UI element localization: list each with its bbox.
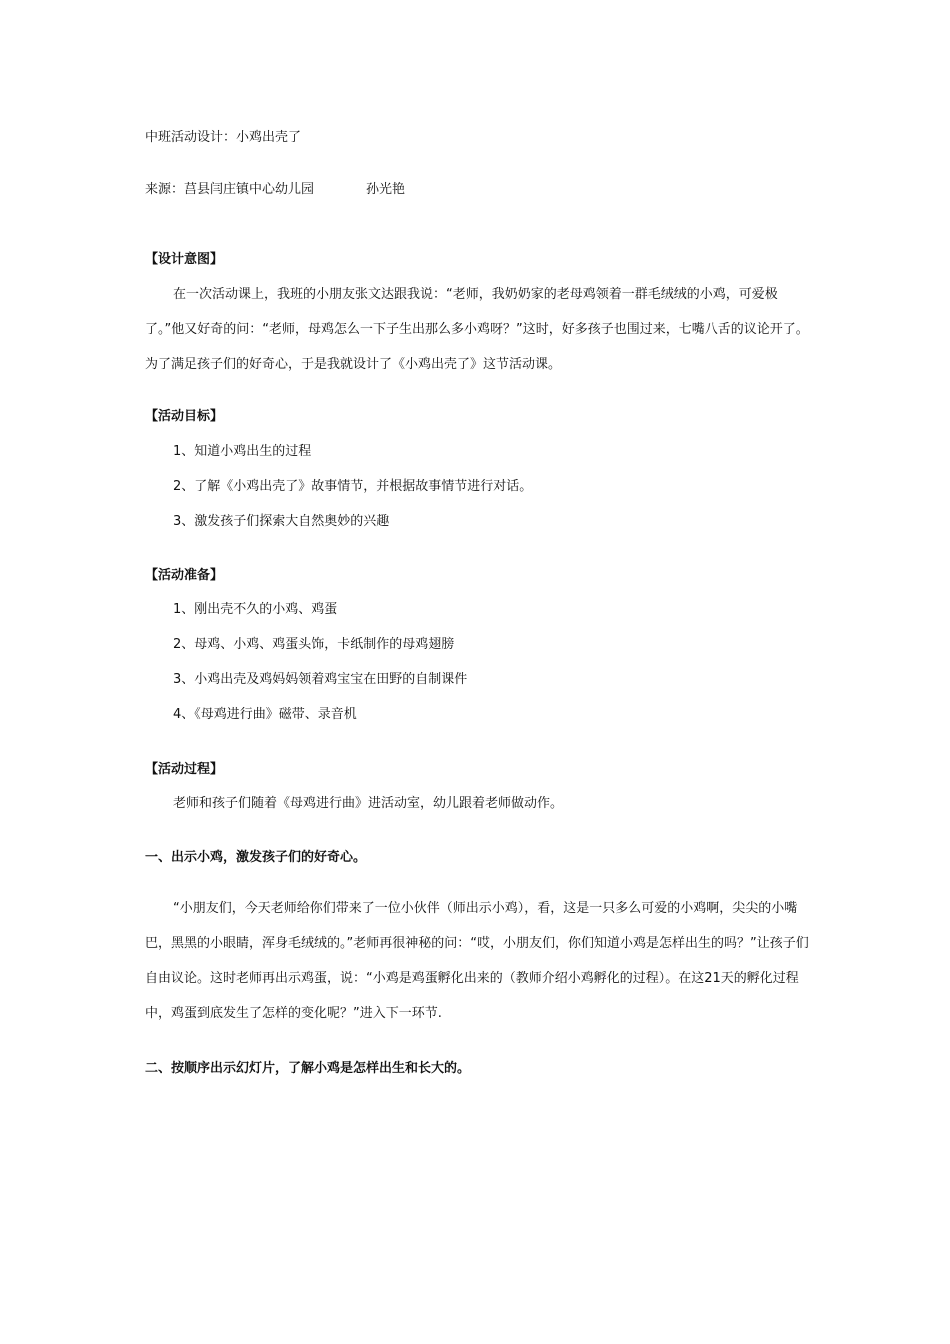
goal-item: 3、激发孩子们探索大自然奥妙的兴趣: [173, 514, 390, 529]
step1-text: “小朋友们，今天老师给你们带来了一位小伙伴（师出示小鸡），看，这是一只多么可爱的小鸡啊，尖尖的小嘴巴，黑黑的小眼睛，浑身毛绒绒的。”老师再很神秘的问：“哎，小朋友们，你们知道小鸡是怎样出生的吗？”让孩子们自由议论。这时老师再出示鸡蛋，说：“小鸡是鸡蛋孵化出来的（教师介绍小鸡孵化的过程）。在这21天的孵化过程中，鸡蛋到底发生了怎样的变化呢？”进入下一环节.: [145, 901, 809, 1021]
preparation-item: 2、母鸡、小鸡、鸡蛋头饰，卡纸制作的母鸡翅膀: [173, 637, 455, 652]
preparation-item: 4、《母鸡进行曲》磁带、录音机: [173, 707, 357, 722]
step2-heading: 二、按顺序出示幻灯片，了解小鸡是怎样出生和长大的。: [145, 1061, 471, 1076]
goal-item: 1、知道小鸡出生的过程: [173, 444, 312, 459]
design-intent-paragraph: [145, 277, 809, 382]
source-line: [145, 180, 405, 200]
preparation-item: 3、小鸡出壳及鸡妈妈领着鸡宝宝在田野的自制课件: [173, 672, 468, 687]
author-name: 孙光艳: [366, 182, 406, 197]
step1-paragraph: [145, 891, 809, 1031]
step1-heading: 一、出示小鸡，激发孩子们的好奇心。: [145, 850, 367, 865]
design-intent-text: 在一次活动课上，我班的小朋友张文达跟我说：“老师，我奶奶家的老母鸡领着一群毛绒绒的小鸡，可爱极了。”他又好奇的问：“老师，母鸡怎么一下子生出那么多小鸡呀？”这时，好多孩子也围过来，七嘴八舌的议论开了。为了满足孩子们的好奇心，于是我就设计了《小鸡出壳了》这节活动课。: [145, 287, 809, 372]
document-title: 中班活动设计：小鸡出壳了: [145, 130, 302, 145]
process-intro: 老师和孩子们随着《母鸡进行曲》进活动室，幼儿跟着老师做动作。: [173, 796, 564, 811]
process-heading: 【活动过程】: [145, 762, 224, 777]
goal-item: 2、了解《小鸡出壳了》故事情节，并根据故事情节进行对话。: [173, 479, 533, 494]
preparation-heading: 【活动准备】: [145, 568, 224, 583]
preparation-item: 1、刚出壳不久的小鸡、鸡蛋: [173, 602, 338, 617]
design-intent-heading: 【设计意图】: [145, 252, 224, 267]
goals-heading: 【活动目标】: [145, 409, 224, 424]
source-text: 来源：莒县闫庄镇中心幼儿园: [145, 182, 315, 197]
